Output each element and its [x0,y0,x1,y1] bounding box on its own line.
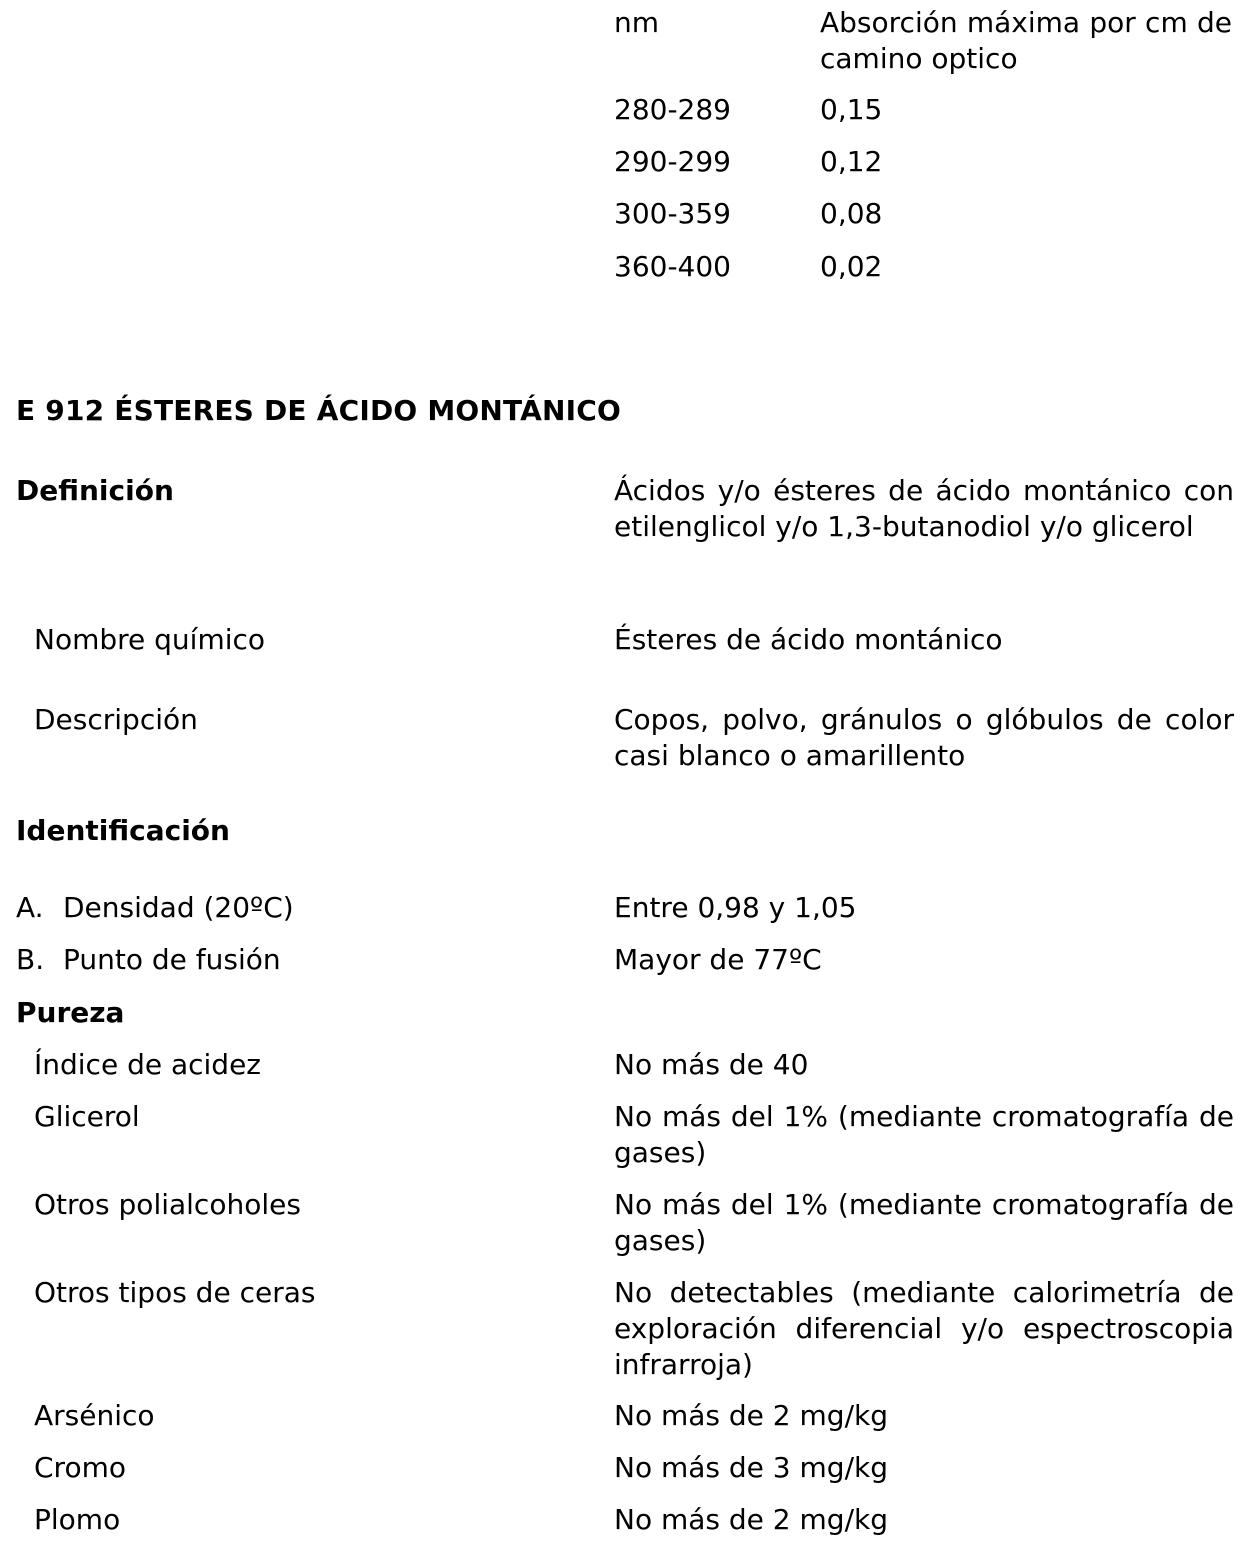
plomo-label: Plomo [34,1503,121,1536]
item-letter: B. [16,943,45,976]
indice-acidez-label: Índice de acidez [34,1048,262,1081]
nombre-quimico-label: Nombre químico [34,623,266,656]
otros-polialcoholes-value: No más del 1% (mediante cromatografía de gases) [614,1188,1234,1257]
table-cell-value: 0,15 [820,93,883,126]
arsenico-label: Arsénico [34,1399,155,1432]
definicion-label: Definición [16,474,174,507]
cromo-value: No más de 3 mg/kg [614,1451,888,1484]
nombre-quimico-value: Ésteres de ácido montánico [614,623,1003,656]
densidad-value: Entre 0,98 y 1,05 [614,891,857,924]
glicerol-value: No más del 1% (mediante cromatografía de gases) [614,1100,1234,1169]
otros-polialcoholes-label: Otros polialcoholes [34,1188,301,1221]
table-cell-value: 0,08 [820,197,883,230]
indice-acidez-value: No más de 40 [614,1048,809,1081]
definicion-value: Ácidos y/o ésteres de ácido montánico con etilenglicol y/o 1,3-butanodiol y/o glicerol [614,474,1234,543]
section-title: E 912 ÉSTERES DE ÁCIDO MONTÁNICO [16,394,622,427]
densidad-label: Densidad (20ºC) [63,891,294,924]
descripcion-label: Descripción [34,703,198,736]
table-cell-nm: 300-359 [614,197,731,230]
descripcion-value: Copos, polvo, gránulos o glóbulos de color casi blanco o amarillento [614,703,1234,772]
otros-ceras-label: Otros tipos de ceras [34,1276,316,1309]
table-cell-nm: 290-299 [614,145,731,178]
otros-ceras-value: No detectables (mediante calorimetría de exploración diferencial y/o espectroscopia infrarroja) [614,1276,1234,1381]
item-letter: A. [16,891,44,924]
pureza-label: Pureza [16,996,125,1029]
table-header-nm: nm [614,6,660,39]
cromo-label: Cromo [34,1451,126,1484]
table-cell-value: 0,12 [820,145,883,178]
plomo-value: No más de 2 mg/kg [614,1503,888,1536]
table-cell-value: 0,02 [820,250,883,283]
glicerol-label: Glicerol [34,1100,140,1133]
arsenico-value: No más de 2 mg/kg [614,1399,888,1432]
table-cell-nm: 360-400 [614,250,731,283]
punto-fusion-label: Punto de fusión [63,943,281,976]
table-cell-nm: 280-289 [614,93,731,126]
punto-fusion-value: Mayor de 77ºC [614,943,822,976]
identificacion-label: Identificación [16,814,230,847]
table-header-absorption: Absorción máxima por cm de camino optico [820,6,1232,75]
